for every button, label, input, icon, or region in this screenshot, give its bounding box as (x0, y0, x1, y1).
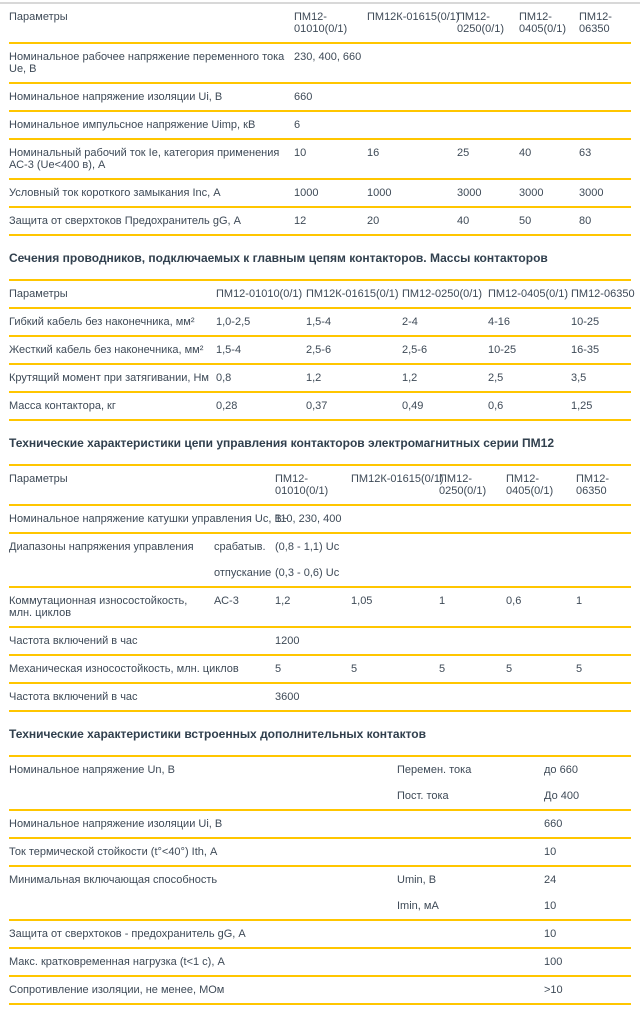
column-header: ПМ12-0250(0/1) (439, 465, 506, 505)
value-cell: 16-35 (571, 336, 631, 364)
value-cell: 1 (439, 587, 506, 627)
param-label: Механическая износостойкость, млн. циклов (9, 655, 275, 683)
value-cell: >10 (544, 976, 631, 1004)
table-row (9, 655, 631, 683)
value-cell: Imin, мА (397, 893, 544, 920)
main-specs-table-host (9, 4, 631, 236)
table-row (9, 364, 631, 392)
value-cell: 3600 (275, 683, 631, 711)
contactor-spec-page (0, 2, 640, 1011)
value-cell: 0,49 (402, 392, 488, 420)
param-label (9, 783, 397, 810)
table-row (9, 207, 631, 235)
value-cell: 110, 230, 400 (275, 505, 631, 533)
value-cell: отпускание (214, 560, 275, 587)
value-cell: (0,3 - 0,6) Uc (275, 560, 631, 587)
value-cell: 10 (544, 920, 631, 948)
value-cell: 3000 (519, 179, 579, 207)
param-label: Масса контактора, кг (9, 392, 216, 420)
table-row (9, 139, 631, 179)
column-header: ПМ12-0405(0/1) (488, 280, 571, 308)
value-cell: 1200 (275, 627, 631, 655)
section-heading: Технические характеристики цепи управления контакторов электромагнитных серии ПМ12 (9, 436, 554, 450)
table-row (9, 838, 631, 866)
value-cell: 6 (294, 111, 631, 139)
table-row (9, 683, 631, 711)
spec-table-1 (9, 279, 635, 421)
column-header: ПМ12-06350 (571, 280, 631, 308)
value-cell: 2,5-6 (402, 336, 488, 364)
param-label: Крутящий момент при затягивании, Нм (9, 364, 216, 392)
value-cell: 80 (579, 207, 631, 235)
spec-table-0 (9, 4, 631, 236)
value-cell: 2,5 (488, 364, 571, 392)
value-cell: 5 (275, 655, 351, 683)
table-row (9, 308, 631, 336)
table-row (9, 505, 631, 533)
table-row (9, 392, 631, 420)
value-cell: 5 (506, 655, 576, 683)
param-label: Минимальная включающая способность (9, 874, 218, 886)
table-row (9, 83, 631, 111)
param-label (9, 893, 397, 920)
section-auxiliary-contacts-specs (9, 727, 631, 1005)
table-row (9, 783, 631, 810)
value-cell: 24 (544, 874, 557, 886)
param-label: Условный ток короткого замыкания Inc, А (9, 179, 294, 207)
value-cell: 2-4 (402, 308, 488, 336)
value-cell: 10 (294, 139, 367, 179)
value-cell: 1000 (367, 179, 457, 207)
column-header: Параметры (9, 4, 294, 43)
param-label: Номинальное напряжение изоляции Ui, В (9, 810, 544, 838)
column-header: ПМ12К-01615(0/1) (306, 280, 402, 308)
value-cell: срабатыв. (214, 541, 266, 553)
param-label (9, 560, 214, 587)
table-row (9, 920, 631, 948)
column-header: ПМ12-06350 (576, 465, 631, 505)
value-cell: 5 (351, 655, 439, 683)
value-cell: 10 (544, 838, 631, 866)
table-row (9, 111, 631, 139)
value-cell: до 660 (544, 764, 578, 776)
column-header: ПМ12-01010(0/1) (216, 280, 306, 308)
header-row (9, 280, 631, 308)
auxiliary-contacts-table-host (9, 755, 631, 1005)
column-header: ПМ12-0405(0/1) (506, 465, 576, 505)
table-row (9, 756, 631, 783)
value-cell: 1,0-2,5 (216, 308, 306, 336)
param-label: Сопротивление изоляции, не менее, МОм (9, 976, 544, 1004)
value-cell: 1,2 (306, 364, 402, 392)
value-cell: 4-16 (488, 308, 571, 336)
section-conductor-cross-sections (9, 251, 635, 421)
value-cell: Umin, В (397, 874, 437, 886)
param-label: Номинальный рабочий ток Ie, категория применения АС-3 (Ue<400 в), А (9, 139, 294, 179)
param-label: Макс. кратковременная нагрузка (t<1 с), А (9, 948, 544, 976)
value-cell: 10 (544, 893, 631, 920)
table-row (9, 948, 631, 976)
table-row (9, 866, 631, 893)
param-label: Номинальное напряжение катушки управления Uc, В~ (9, 505, 275, 533)
header-row (9, 465, 631, 505)
param-label: Жесткий кабель без наконечника, мм² (9, 336, 216, 364)
value-cell: 0,8 (216, 364, 306, 392)
param-label: Защита от сверхтоков - предохранитель gG, А (9, 920, 544, 948)
section-heading: Технические характеристики встроенных дополнительных контактов (9, 727, 427, 741)
value-cell: 1,2 (275, 587, 351, 627)
param-label: Диапазоны напряжения управления (9, 541, 194, 553)
table-row (9, 43, 631, 83)
table-row (9, 810, 631, 838)
value-cell: 40 (519, 139, 579, 179)
table-row (9, 976, 631, 1004)
value-cell: 10-25 (571, 308, 631, 336)
section-heading: Сечения проводников, подключаемых к главным цепям контакторов. Массы контакторов (9, 251, 548, 265)
control-circuit-table-host (9, 464, 631, 712)
column-header: ПМ12-0250(0/1) (457, 4, 519, 43)
value-cell: 1000 (294, 179, 367, 207)
spec-table-3 (9, 755, 631, 1005)
param-label: Частота включений в час (9, 627, 275, 655)
param-label: Номинальное импульсное напряжение Uimp, кВ (9, 111, 294, 139)
value-cell: Перемен. тока (397, 764, 472, 776)
header-row (9, 4, 631, 43)
value-cell: 50 (519, 207, 579, 235)
value-cell: 230, 400, 660 (294, 43, 631, 83)
value-cell: 1,25 (571, 392, 631, 420)
table-row (9, 893, 631, 920)
value-cell: До 400 (544, 783, 631, 810)
value-cell: 1 (576, 587, 631, 627)
value-cell: 1,5-4 (216, 336, 306, 364)
table-row (9, 587, 631, 627)
column-header: ПМ12К-01615(0/1) (351, 465, 439, 505)
value-cell: 3,5 (571, 364, 631, 392)
value-cell: 25 (457, 139, 519, 179)
value-cell: Пост. тока (397, 783, 544, 810)
value-cell: 5 (439, 655, 506, 683)
value-cell: 0,6 (488, 392, 571, 420)
conductor-table-host (9, 279, 635, 421)
column-header: ПМ12-01010(0/1) (294, 4, 367, 43)
param-label: Гибкий кабель без наконечника, мм² (9, 308, 216, 336)
value-cell: 1,05 (351, 587, 439, 627)
value-cell: 1,5-4 (306, 308, 402, 336)
column-header: ПМ12-06350 (579, 4, 631, 43)
table-row (9, 179, 631, 207)
value-cell: 20 (367, 207, 457, 235)
value-cell: 0,6 (506, 587, 576, 627)
param-label: Защита от сверхтоков Предохранитель gG, А (9, 207, 294, 235)
value-cell: 40 (457, 207, 519, 235)
value-cell: 3000 (457, 179, 519, 207)
column-header: Параметры (9, 465, 275, 505)
table-row (9, 560, 631, 587)
value-cell: 2,5-6 (306, 336, 402, 364)
column-header: ПМ12-0405(0/1) (519, 4, 579, 43)
param-label: Коммутационная износостойкость, млн. циклов (9, 587, 214, 627)
column-header: Параметры (9, 280, 216, 308)
value-cell: (0,8 - 1,1) Uc (275, 541, 340, 553)
value-cell: 0,28 (216, 392, 306, 420)
param-label: Частота включений в час (9, 683, 275, 711)
value-cell: 63 (579, 139, 631, 179)
spec-table-2 (9, 464, 631, 712)
value-cell: 660 (544, 810, 631, 838)
value-cell: 12 (294, 207, 367, 235)
column-header: ПМ12-01010(0/1) (275, 465, 351, 505)
table-row (9, 336, 631, 364)
value-cell: 660 (294, 83, 631, 111)
param-label: Номинальное рабочее напряжение переменного тока Ue, В (9, 43, 294, 83)
param-label: Номинальное напряжение изоляции Ui, В (9, 83, 294, 111)
value-cell: 3000 (579, 179, 631, 207)
value-cell: 100 (544, 948, 631, 976)
value-cell: 16 (367, 139, 457, 179)
value-cell: 0,37 (306, 392, 402, 420)
section-control-circuit-specs (9, 436, 631, 712)
column-header: ПМ12К-01615(0/1) (367, 4, 457, 43)
column-header: ПМ12-0250(0/1) (402, 280, 488, 308)
param-label: Ток термической стойкости (t°<40°) Ith, А (9, 838, 544, 866)
table-row (9, 533, 631, 560)
value-cell: АС-3 (214, 587, 275, 627)
value-cell: 10-25 (488, 336, 571, 364)
value-cell: 1,2 (402, 364, 488, 392)
value-cell: 5 (576, 655, 631, 683)
section-main-circuit-specs (9, 4, 631, 236)
param-label: Номинальное напряжение Un, В (9, 764, 175, 776)
table-row (9, 627, 631, 655)
